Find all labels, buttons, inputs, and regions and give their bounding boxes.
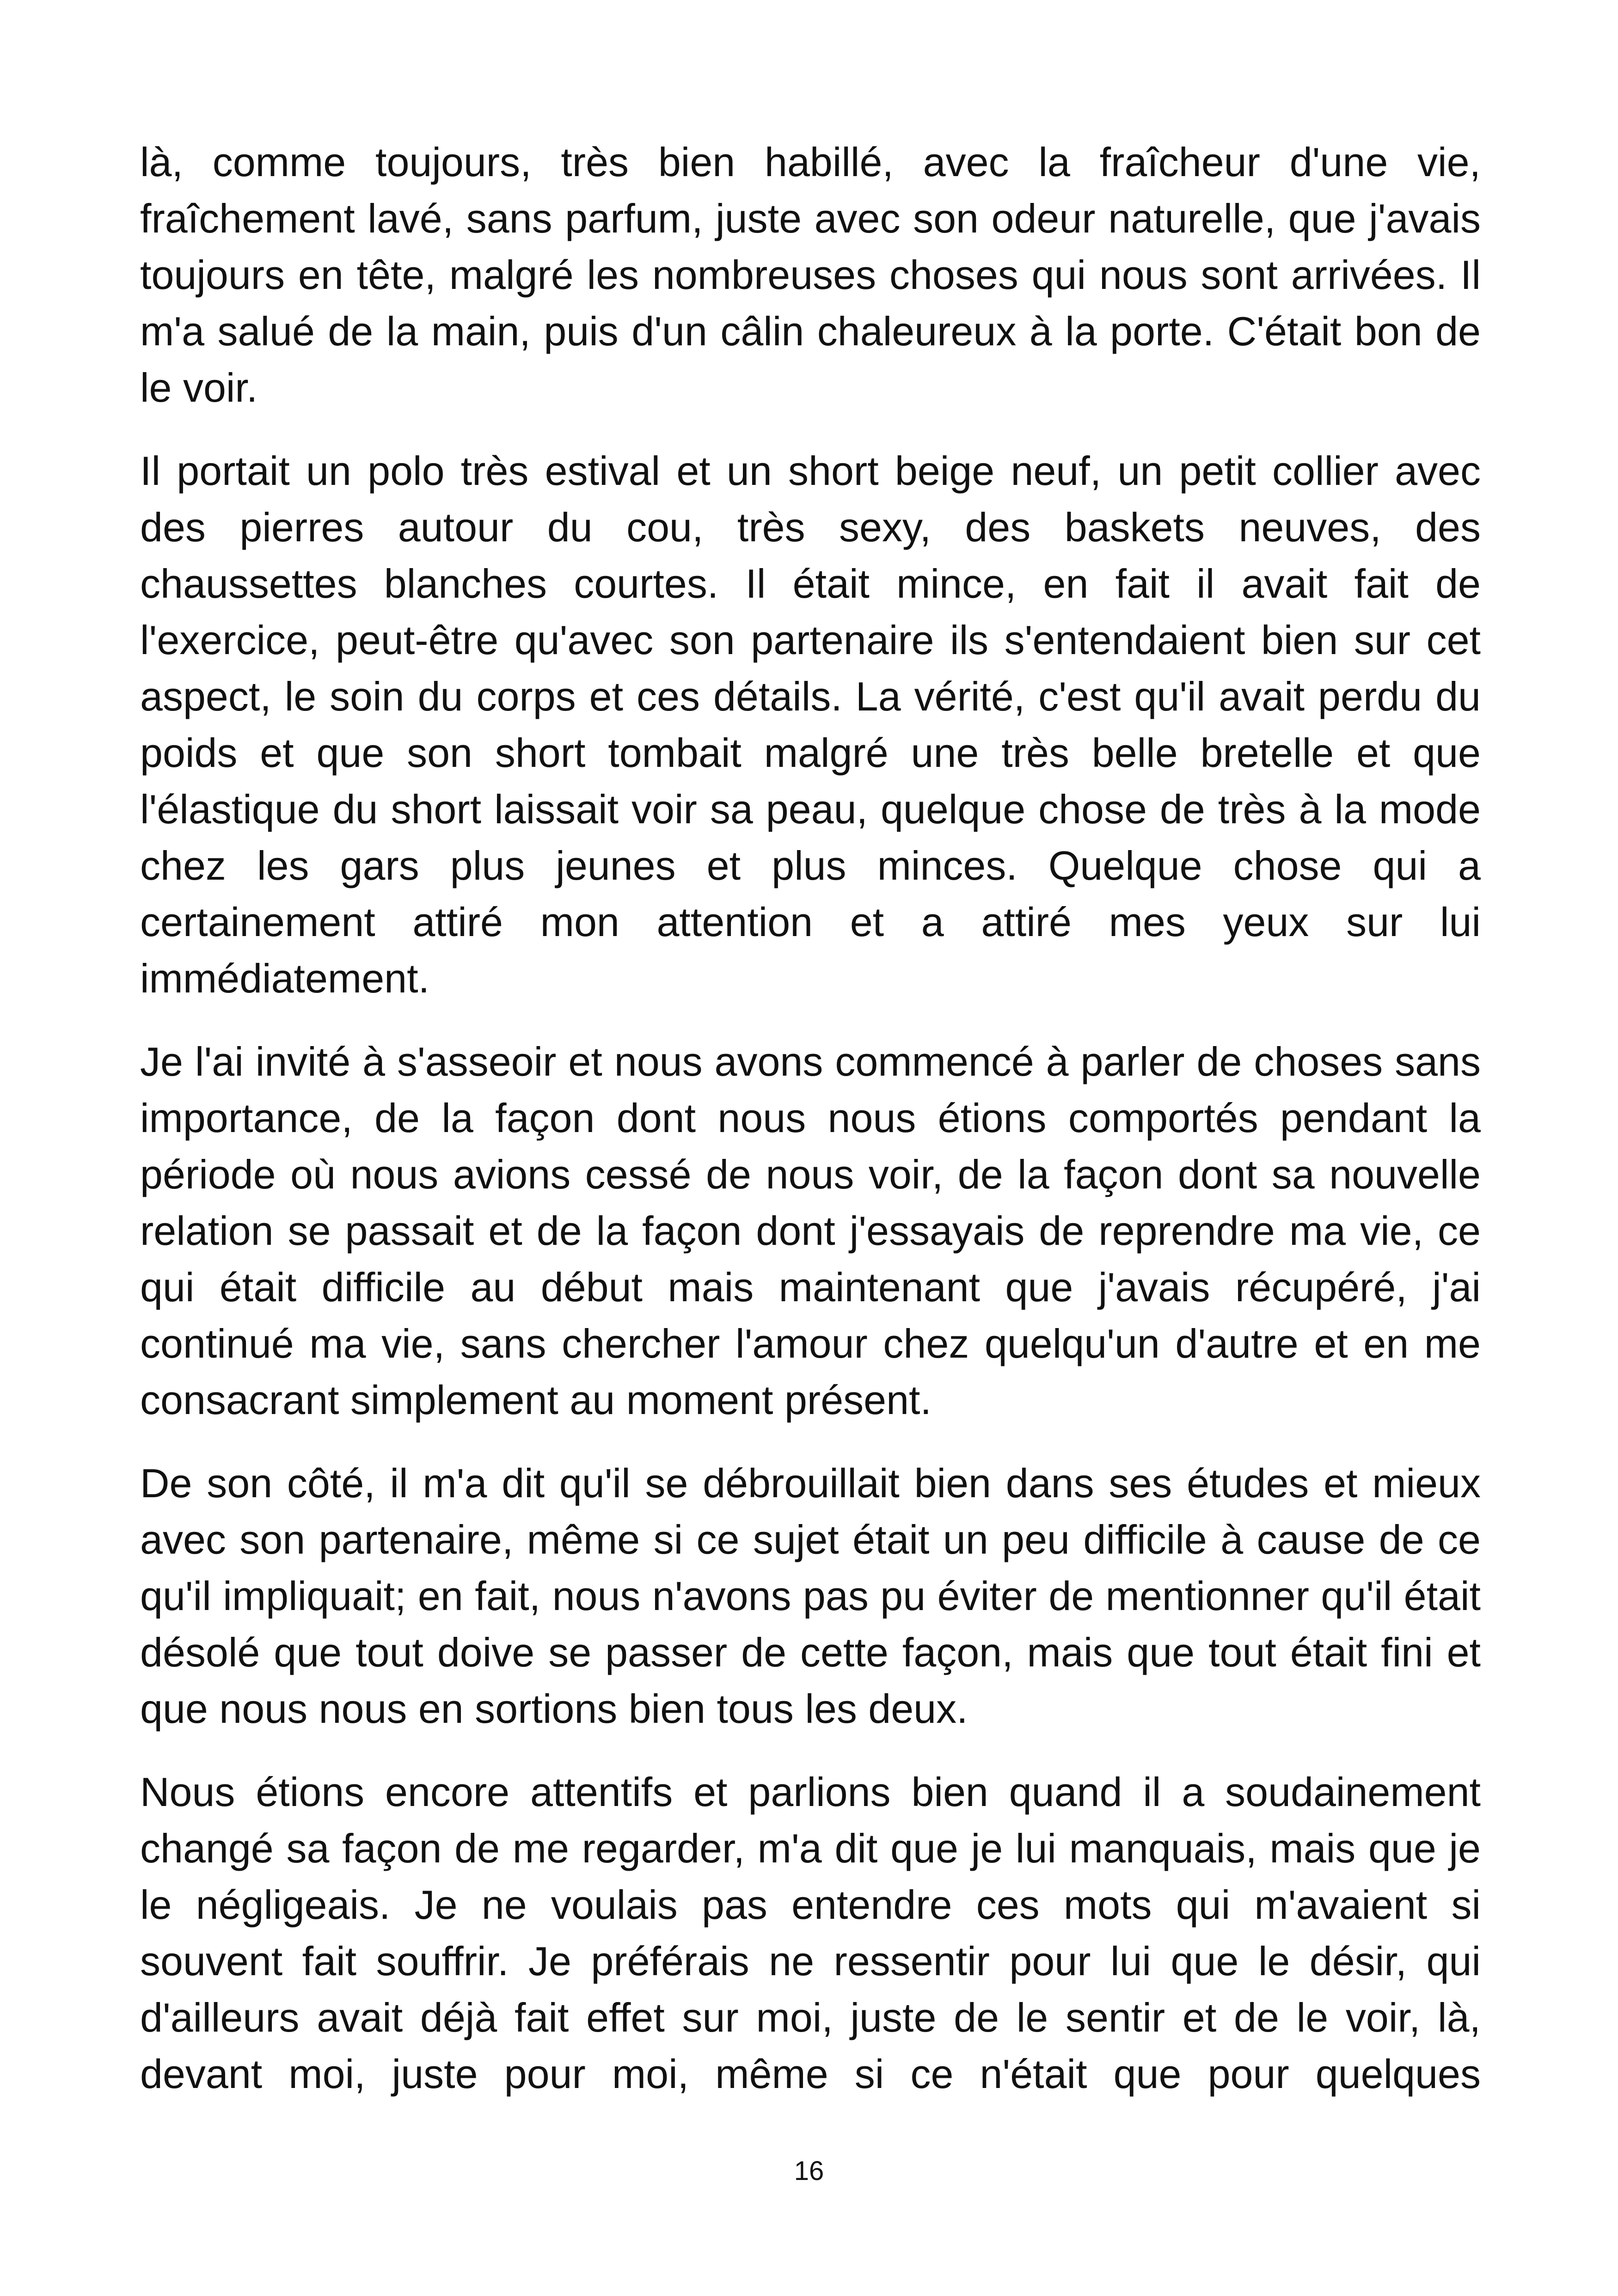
paragraph-3: Je l'ai invité à s'asseoir et nous avons commencé à parler de choses sans importance, de la façon dont nous nous étions comportés pendant la période où nous avions cessé de nous voir, de la façon dont sa nouvelle relation se passait et de la façon dont j'essayais de reprendre ma vie, ce qui était difficile au début mais maintenant que j'avais récupéré, j'ai continué ma vie, sans chercher l'amour chez quelqu'un d'autre et en me consacrant simplement au moment présent. <box>140 1039 1481 1423</box>
paragraph-5: Nous étions encore attentifs et parlions bien quand il a soudainement changé sa façon de me regarder, m'a dit que je lui manquais, mais que je le négligeais. Je ne voulais pas entendre ces mots qui m'avaient si souvent fait souffrir. Je préférais ne ressentir pour lui que le désir, qui d'ailleurs avait déjà fait effet sur moi, juste de le sentir et de le voir, là, devant moi, juste pour moi, même si ce n'était que pour quelques <box>140 1769 1481 2097</box>
paragraph-1: là, comme toujours, très bien habillé, avec la fraîcheur d'une vie, fraîchement lavé, sans parfum, juste avec son odeur naturelle, que j'avais toujours en tête, malgré les nombreuses choses qui nous sont arrivées. Il m'a salué de la main, puis d'un câlin chaleureux à la porte. C'était bon de le voir. <box>140 139 1481 410</box>
paragraph-4: De son côté, il m'a dit qu'il se débrouillait bien dans ses études et mieux avec son partenaire, même si ce sujet était un peu difficile à cause de ce qu'il impliquait; en fait, nous n'avons pas pu éviter de mentionner qu'il était désolé que tout doive se passer de cette façon, mais que tout était fini et que nous nous en sortions bien tous les deux. <box>140 1460 1481 1732</box>
page-number: 16 <box>794 2156 824 2186</box>
paragraph-2: Il portait un polo très estival et un short beige neuf, un petit collier avec des pierres autour du cou, très sexy, des baskets neuves, des chaussettes blanches courtes. Il était mince, en fait il avait fait de l'exercice, peut-être qu'avec son partenaire ils s'entendaient bien sur cet aspect, le soin du corps et ces détails. La vérité, c'est qu'il avait perdu du poids et que son short tombait malgré une très belle bretelle et que l'élastique du short laissait voir sa peau, quelque chose de très à la mode chez les gars plus jeunes et plus minces. Quelque chose qui a certainement attiré mon attention et a attiré mes yeux sur lui immédiatement. <box>140 448 1481 1001</box>
body-text <box>140 134 1481 2102</box>
